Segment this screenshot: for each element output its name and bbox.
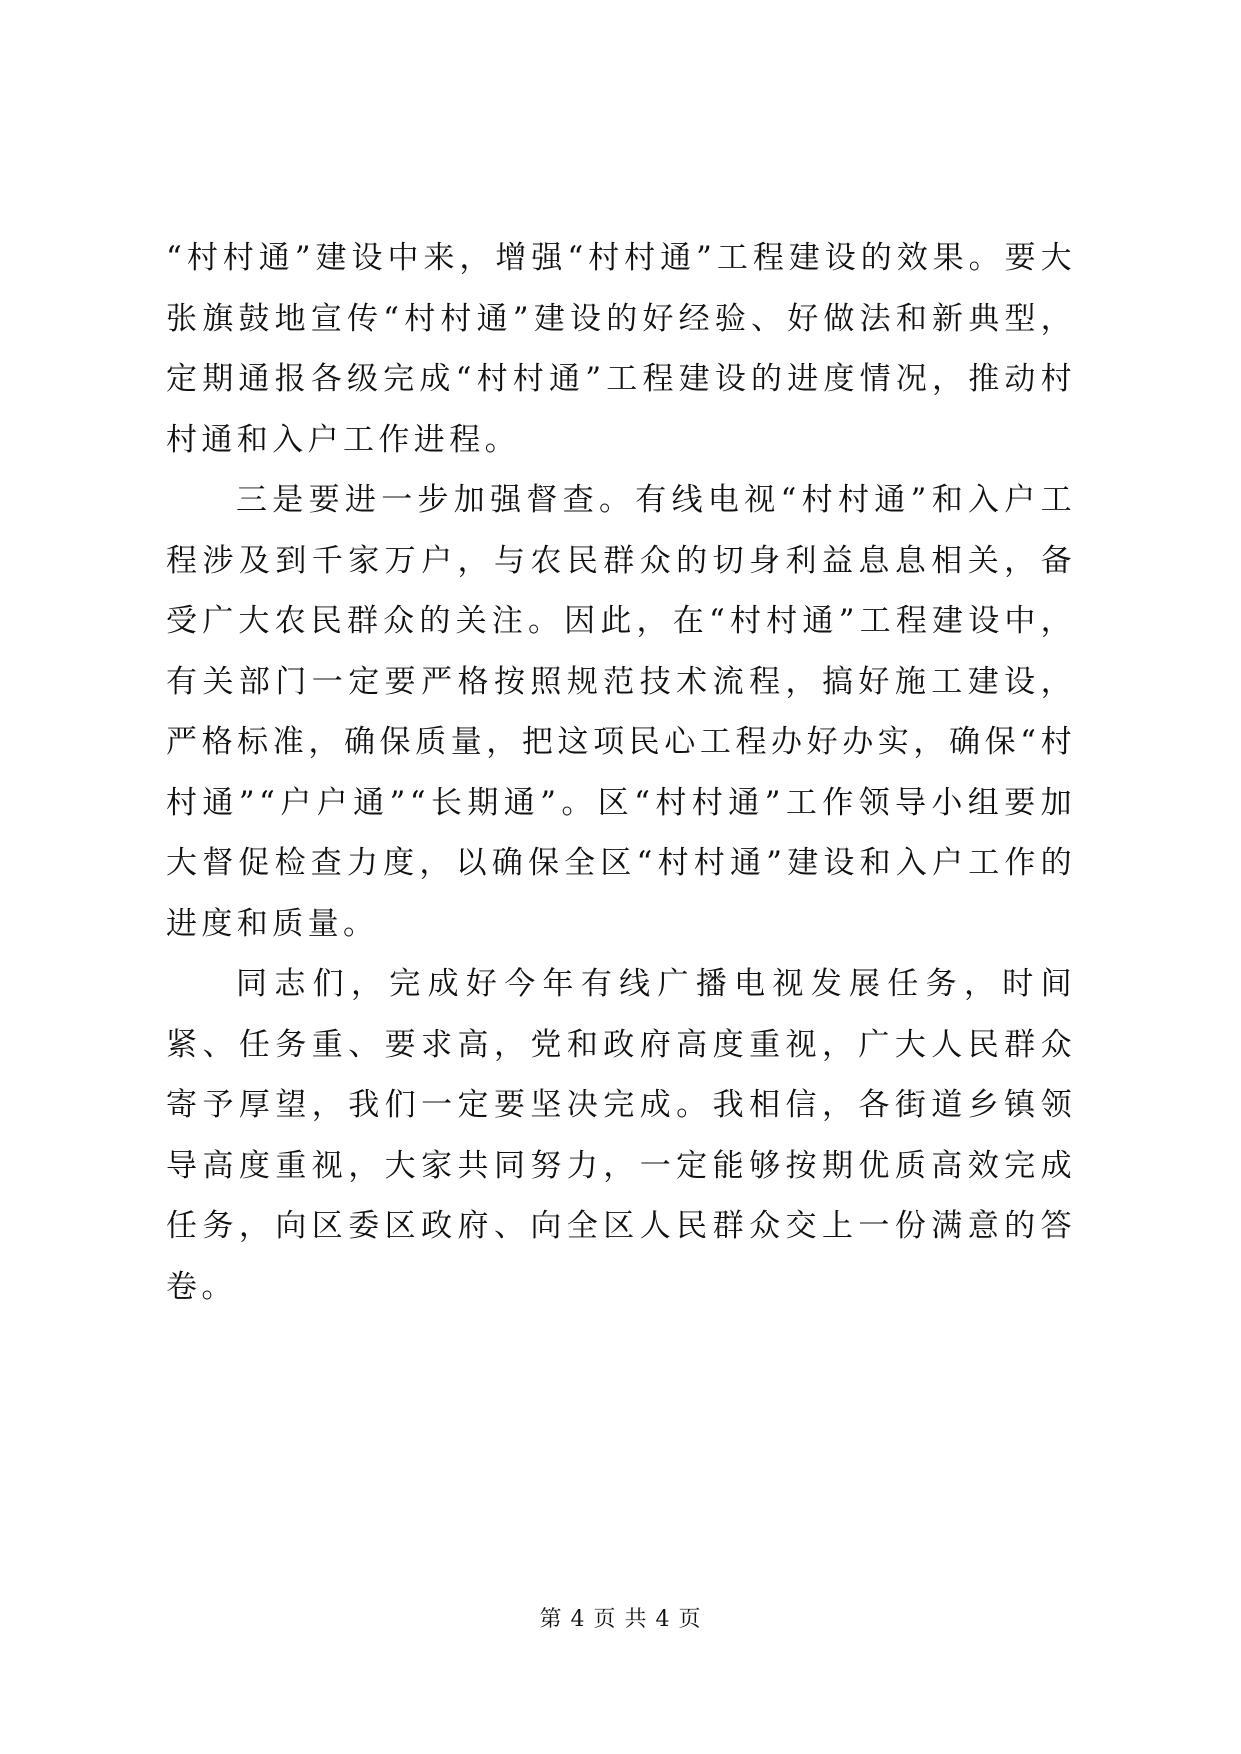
- page-number-footer: 第 4 页 共 4 页: [539, 1607, 702, 1632]
- paragraph-3: 同志们，完成好今年有线广播电视发展任务，时间紧、任务重、要求高，党和政府高度重视，广大人民群众寄予厚望，我们一定要坚决完成。我相信，各街道乡镇领导高度重视，大家共同努力，一定能够按期优质高效完成任务，向区委区政府、向全区人民群众交上一份满意的答卷。: [166, 966, 1076, 1305]
- paragraph-1: “村村通”建设中来，增强“村村通”工程建设的效果。要大张旗鼓地宣传“村村通”建设的好经验、好做法和新典型，定期通报各级完成“村村通”工程建设的进度情况，推动村村通和入户工作进程。: [166, 240, 1076, 458]
- document-body: [166, 228, 1076, 1317]
- paragraph-2: 三是要进一步加强督查。有线电视“村村通”和入户工程涉及到千家万户，与农民群众的切身利益息息相关，备受广大农民群众的关注。因此，在“村村通”工程建设中，有关部门一定要严格按照规范技术流程，搞好施工建设，严格标准，确保质量，把这项民心工程办好办实，确保“村村通”“户户通”“长期通”。区“村村通”工作领导小组要加大督促检查力度，以确保全区“村村通”建设和入户工作的进度和质量。: [166, 482, 1076, 942]
